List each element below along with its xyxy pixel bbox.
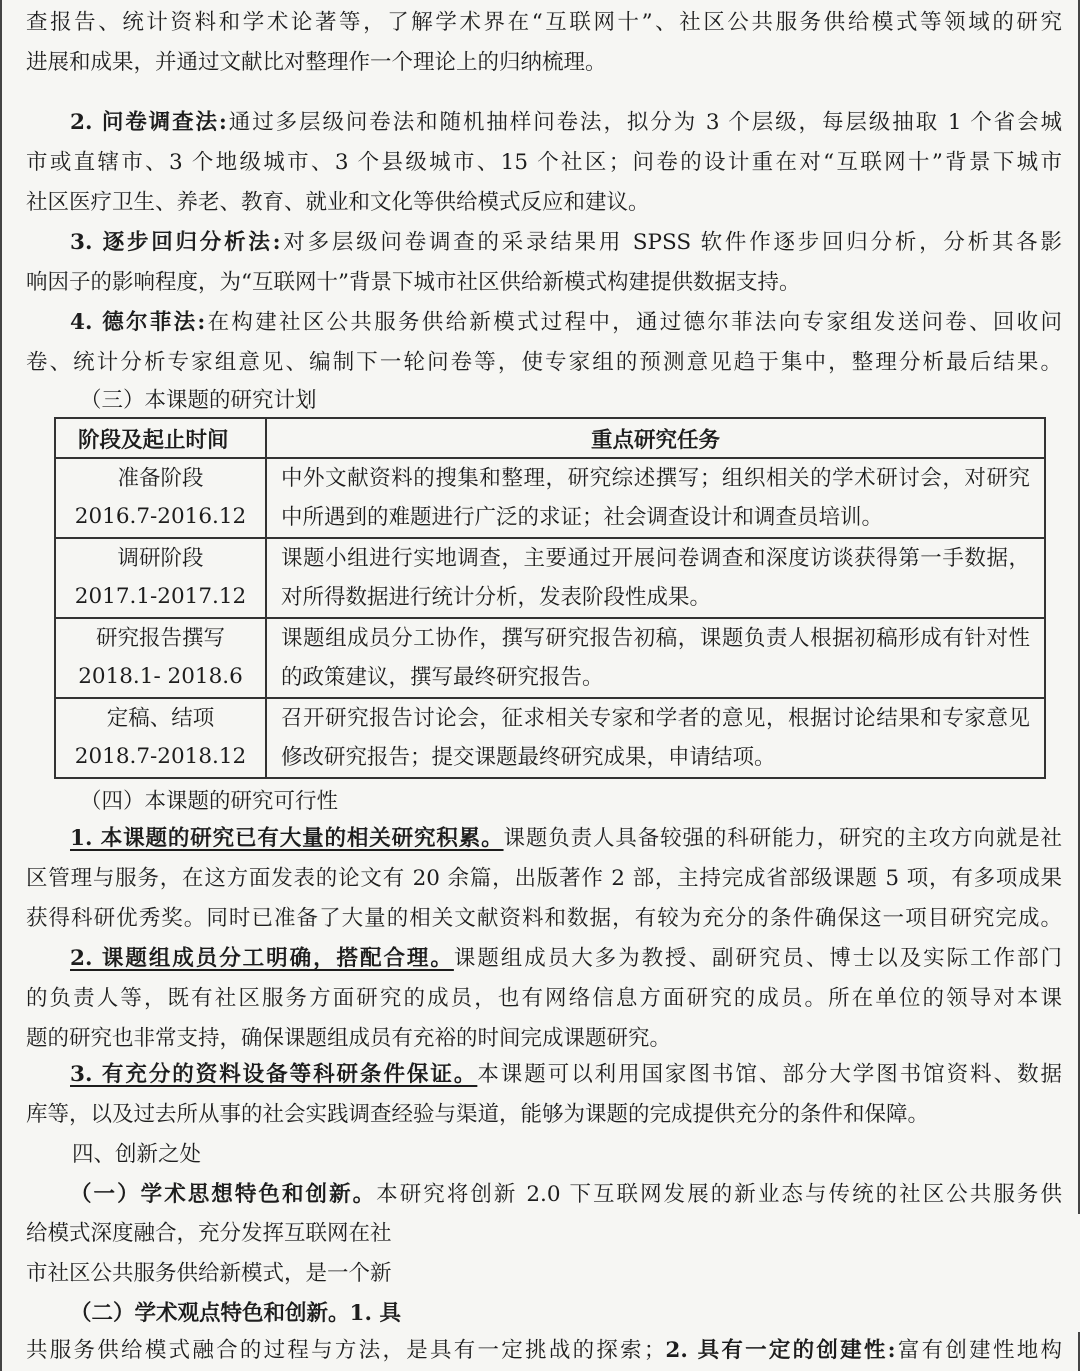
- text-span: 通过多层级问卷法和随机抽样问卷法，拟分为 3 个层级，每层级抽取 1 个省会城: [226, 110, 1062, 135]
- text-span: 本研究将创新 2.0 下互联网发展的新业态与传统的社区公共服务供: [376, 1182, 1062, 1207]
- text-line: 给模式深度融合，充分发挥互联网在社: [26, 1221, 392, 1246]
- text-span: 对多层级问卷调查的采录结果用 SPSS 软件作逐步回归分析，分析其各影: [280, 230, 1062, 255]
- text-line: 市或直辖市、3 个地级城市、3 个县级城市、15 个社区；问卷的设计重在对“互联网十”背景下城市: [26, 150, 1062, 175]
- feasibility-1-title: 1. 本课题的研究已有大量的相关研究积累。: [70, 826, 504, 851]
- section-heading-feasibility: （四）本课题的研究可行性: [80, 789, 339, 814]
- text-span: 共服务供给模式融合的过程与方法，是具有一定挑战的探索；: [26, 1338, 666, 1363]
- feasibility-1-line: [26, 819, 1062, 859]
- method-2-line: [26, 103, 1062, 143]
- text-line: 进展和成果，并通过文献比对整理作一个理论上的归纳梳理。: [26, 50, 607, 75]
- stage-name: 研究报告撰写: [95, 626, 225, 651]
- table-row: [55, 538, 1045, 618]
- stage-cell: [55, 698, 266, 778]
- text-line: 的负责人等，既有社区服务方面研究的成员，也有网络信息方面研究的成员。所在单位的领导对本课: [26, 986, 1062, 1011]
- text-span: 1. 具: [349, 1301, 401, 1326]
- obscured-region: [432, 1214, 1080, 1332]
- table-header-stage: 阶段及起止时间: [55, 418, 266, 458]
- feasibility-3-line: [26, 1055, 1062, 1095]
- text-line: 题的研究也非常支持，确保课题组成员有充裕的时间完成课题研究。: [26, 1026, 672, 1051]
- table-row: [55, 698, 1045, 778]
- task-cell: 课题组成员分工协作，撰写研究报告初稿，课题负责人根据初稿形成有针对性的政策建议，撰写最终研究报告。: [266, 618, 1045, 698]
- stage-cell: [55, 538, 266, 618]
- text-line: 查报告、统计资料和学术论著等，了解学术界在“互联网十”、社区公共服务供给模式等领域的研究: [26, 10, 1062, 35]
- text-span-bold: 2. 具有一定的创建性:: [665, 1338, 896, 1363]
- text-line: 区管理与服务，在这方面发表的论文有 20 余篇，出版著作 2 部，主持完成省部级课题 5 项，有多项成果: [26, 866, 1062, 891]
- stage-name: 准备阶段: [117, 466, 204, 491]
- innovation-2-title: （二）学术观点特色和创新。: [70, 1301, 350, 1326]
- feasibility-2-title: 2. 课题组成员分工明确，搭配合理。: [70, 946, 454, 971]
- table-header-row: [55, 418, 1045, 458]
- stage-name: 调研阶段: [117, 546, 204, 571]
- method-3-line: [26, 223, 1062, 263]
- text-line: 库等，以及过去所从事的社会实践调查经验与渠道，能够为课题的完成提供充分的条件和保障。: [26, 1102, 930, 1127]
- method-3-title: 3. 逐步回归分析法:: [70, 230, 281, 255]
- stage-cell: [55, 458, 266, 538]
- stage-period: 2016.7-2016.12: [74, 504, 247, 529]
- stage-period: 2017.1-2017.12: [74, 584, 247, 609]
- task-cell: 课题小组进行实地调查，主要通过开展问卷调查和深度访谈获得第一手数据，对所得数据进行统计分析，发表阶段性成果。: [266, 538, 1045, 618]
- table-row: [55, 618, 1045, 698]
- innovation-3-line: [26, 1331, 1062, 1371]
- text-line: 市社区公共服务供给新模式，是一个新: [26, 1261, 392, 1286]
- method-2-title: 2. 问卷调查法:: [70, 110, 227, 135]
- stage-period: 2018.1- 2018.6: [78, 664, 243, 689]
- task-cell: 中外文献资料的搜集和整理，研究综述撰写；组织相关的学术研讨会，对研究中所遇到的难题进行广泛的求证；社会调查设计和调查员培训。: [266, 458, 1045, 538]
- text-line: 响因子的影响程度，为“互联网十”背景下城市社区供给新模式构建提供数据支持。: [26, 270, 801, 295]
- innovation-1-title: （一）学术思想特色和创新。: [70, 1182, 377, 1207]
- stage-cell: [55, 618, 266, 698]
- task-cell: 召开研究报告讨论会，征求相关专家和学者的意见，根据讨论结果和专家意见修改研究报告；提交课题最终研究成果，申请结项。: [266, 698, 1045, 778]
- table-row: [55, 458, 1045, 538]
- section-heading-innovation: 四、创新之处: [72, 1142, 202, 1167]
- stage-name: 定稿、结项: [106, 706, 215, 731]
- text-span: 在构建社区公共服务供给新模式过程中，通过德尔菲法向专家组发送问卷、回收问: [205, 310, 1062, 335]
- method-4-title: 4. 德尔菲法:: [70, 310, 206, 335]
- text-line: 社区医疗卫生、养老、教育、就业和文化等供给模式反应和建议。: [26, 190, 650, 215]
- research-plan-table: [54, 417, 1046, 779]
- feasibility-2-line: [26, 939, 1062, 979]
- stage-period: 2018.7-2018.12: [74, 744, 247, 769]
- text-span: 本课题可以利用国家图书馆、部分大学图书馆资料、数据: [477, 1062, 1062, 1087]
- innovation-1-line: [26, 1175, 1062, 1215]
- section-heading-plan: （三）本课题的研究计划: [80, 388, 317, 413]
- text-line: 获得科研优秀奖。同时已准备了大量的相关文献资料和数据，有较为充分的条件确保这一项目研究完成。: [26, 906, 1062, 931]
- feasibility-3-title: 3. 有充分的资料设备等科研条件保证。: [70, 1062, 478, 1087]
- text-span: 富有创建性地构: [895, 1338, 1062, 1363]
- method-4-line: [26, 303, 1062, 343]
- text-line: 卷、统计分析专家组意见、编制下一轮问卷等，使专家组的预测意见趋于集中，整理分析最后结果。: [26, 350, 1062, 375]
- text-span: 课题组成员大多为教授、副研究员、博士以及实际工作部门: [453, 946, 1062, 971]
- text-span: 课题负责人具备较强的科研能力，研究的主攻方向就是社: [503, 826, 1062, 851]
- table-header-task: 重点研究任务: [266, 418, 1045, 458]
